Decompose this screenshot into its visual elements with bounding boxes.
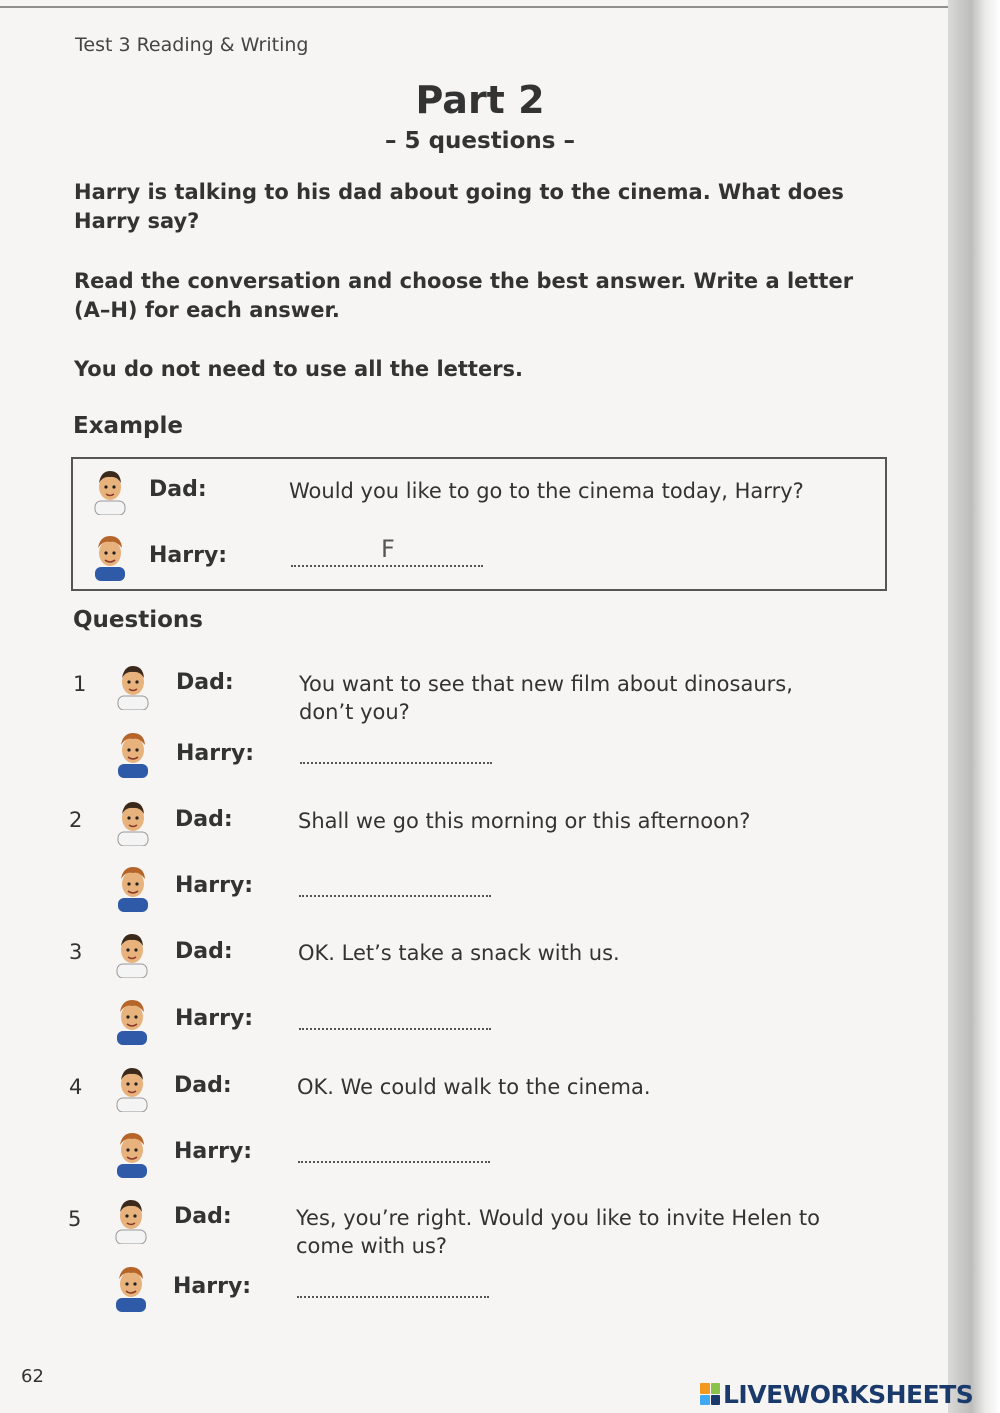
dad-avatar-icon (110, 1194, 152, 1244)
dad-avatar-icon (112, 796, 154, 846)
harry-label: Harry: (174, 1139, 253, 1164)
brand-text: LIVEWORKSHEETS (723, 1379, 974, 1409)
dad-line: Yes, you’re right. Would you like to invite Helen to come with us? (296, 1206, 820, 1258)
dad-label: Dad: (149, 477, 207, 502)
answer-field-4[interactable] (298, 1161, 490, 1163)
harry-avatar-icon (111, 995, 153, 1045)
liveworksheets-logo-icon (700, 1383, 720, 1405)
book-spine (948, 0, 1000, 1413)
questions-heading: Questions (73, 607, 203, 633)
harry-avatar-icon (110, 1262, 152, 1312)
liveworksheets-brand[interactable] (700, 1378, 973, 1410)
answer-field-1[interactable] (300, 762, 492, 764)
question-number: 2 (69, 808, 83, 832)
dad-line: Would you like to go to the cinema today, Harry? (289, 479, 804, 503)
harry-avatar-icon (111, 1128, 153, 1178)
harry-label: Harry: (149, 543, 228, 568)
harry-avatar-icon (112, 862, 154, 912)
page-number: 62 (21, 1366, 44, 1387)
page-header: Test 3 Reading & Writing (75, 34, 309, 56)
dad-label: Dad: (175, 807, 233, 832)
question-number: 5 (68, 1207, 82, 1231)
question-number: 3 (69, 940, 83, 964)
dad-avatar-icon (112, 660, 154, 710)
dad-label: Dad: (175, 939, 233, 964)
dad-line: You want to see that new film about dinosaurs, don’t you? (299, 672, 793, 724)
harry-avatar-icon (89, 531, 131, 581)
dad-label: Dad: (176, 670, 234, 695)
page-title: Part 2 (415, 78, 545, 122)
example-answer-line (291, 565, 483, 567)
harry-label: Harry: (175, 873, 254, 898)
harry-label: Harry: (173, 1274, 252, 1299)
instruction-3: You do not need to use all the letters. (74, 357, 524, 381)
dad-line: Shall we go this morning or this afternoon? (298, 809, 751, 833)
example-heading: Example (73, 413, 183, 439)
harry-label: Harry: (176, 741, 255, 766)
dad-line: OK. Let’s take a snack with us. (298, 941, 620, 965)
top-rule (0, 6, 948, 8)
answer-field-2[interactable] (299, 895, 491, 897)
dad-avatar-icon (111, 928, 153, 978)
page-subtitle: – 5 questions – (385, 128, 575, 154)
answer-field-5[interactable] (297, 1296, 489, 1298)
dad-label: Dad: (174, 1204, 232, 1229)
harry-avatar-icon (112, 728, 154, 778)
question-number: 4 (69, 1075, 83, 1099)
harry-label: Harry: (175, 1006, 254, 1031)
instruction-2: Read the conversation and choose the best answer. Write a letter (A–H) for each answer. (74, 269, 854, 322)
dad-avatar-icon (111, 1062, 153, 1112)
answer-field-3[interactable] (299, 1028, 491, 1030)
dad-avatar-icon (89, 465, 131, 515)
example-box (71, 457, 887, 591)
instruction-1: Harry is talking to his dad about going to the cinema. What does Harry say? (74, 180, 844, 233)
question-number: 1 (73, 672, 87, 696)
example-answer: F (381, 535, 395, 563)
dad-label: Dad: (174, 1073, 232, 1098)
dad-line: OK. We could walk to the cinema. (297, 1075, 651, 1099)
